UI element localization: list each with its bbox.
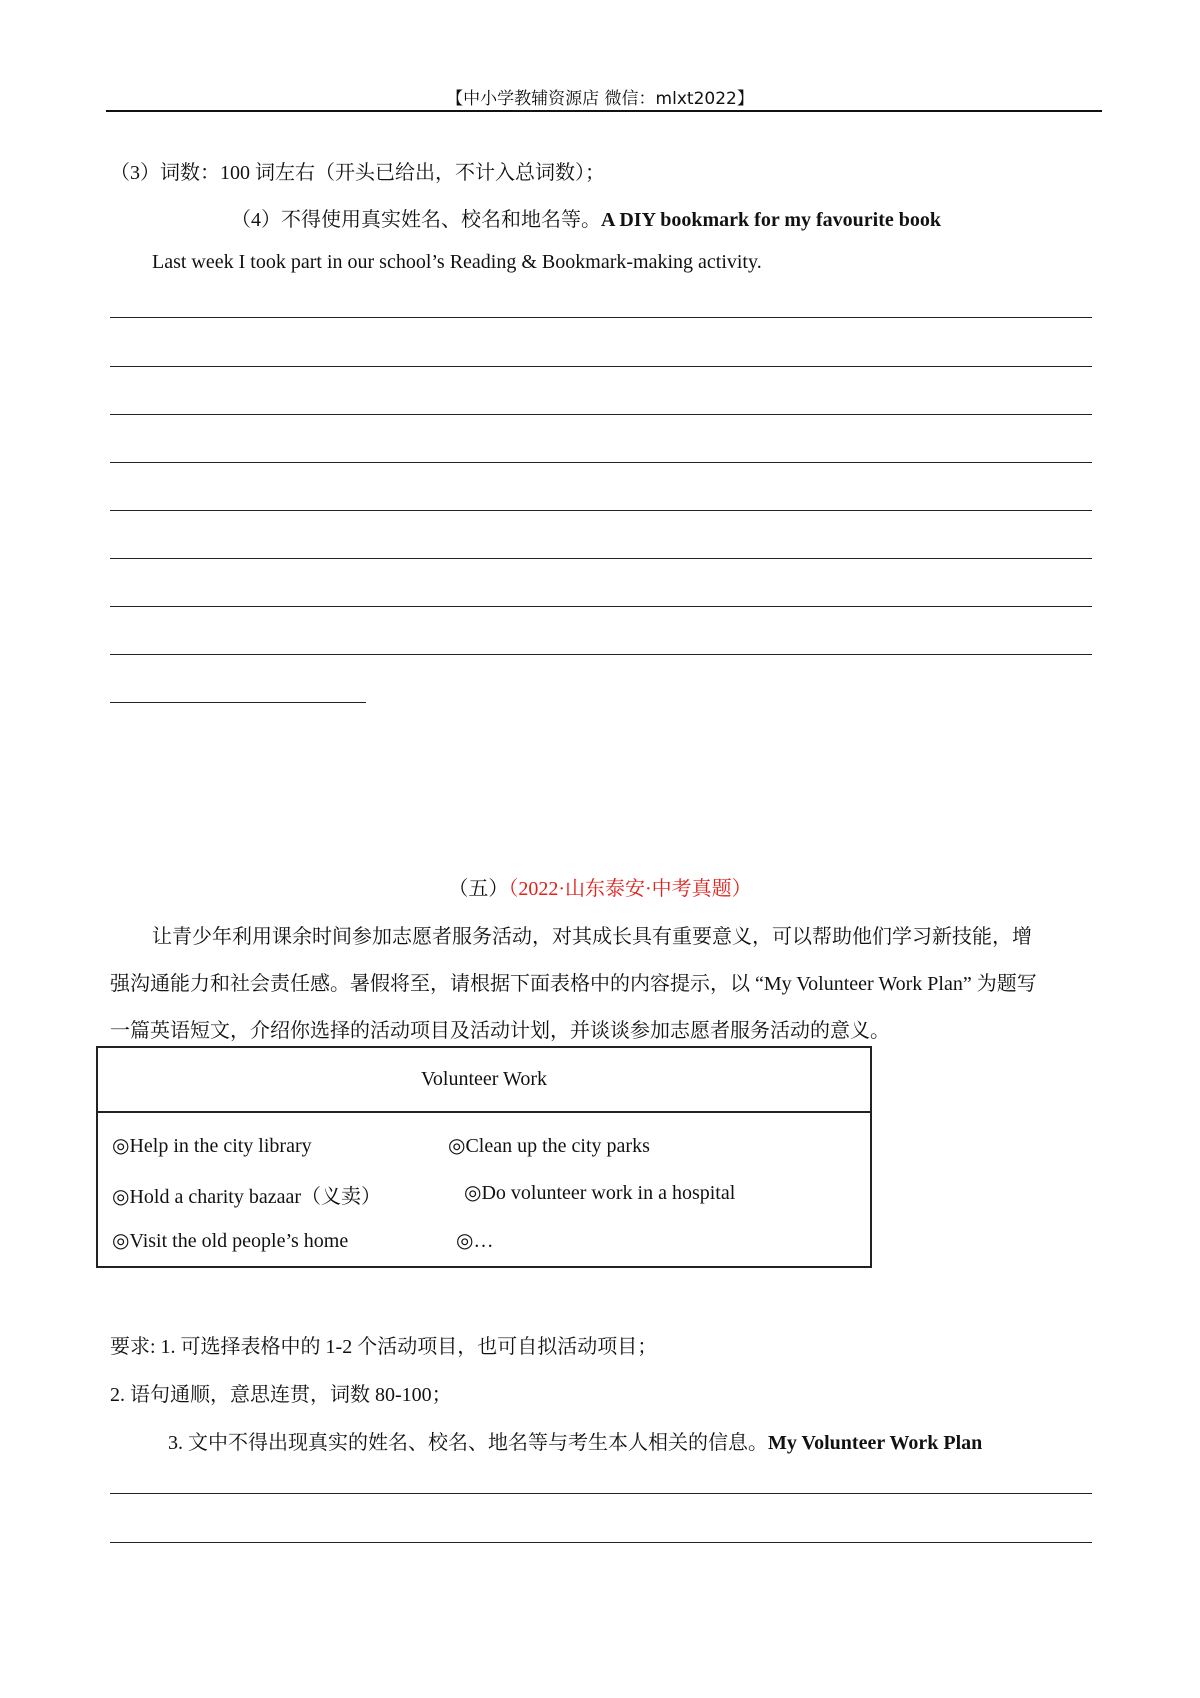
essay-title-volunteer: My Volunteer Work Plan <box>768 1432 983 1454</box>
table-item: ◎Clean up the city parks <box>448 1135 650 1157</box>
volunteer-work-table <box>96 1046 872 1268</box>
question-source: （2022·山东泰安·中考真题） <box>508 878 752 900</box>
writing-line[interactable] <box>110 654 1092 655</box>
prompt-line-2: 强沟通能力和社会责任感。暑假将至，请根据下面表格中的内容提示，以 “My Volunteer Work Plan” 为题写 <box>110 973 1037 995</box>
requirement-1: 要求: 1. 可选择表格中的 1-2 个活动项目，也可自拟活动项目； <box>110 1336 658 1358</box>
section-number: （五） <box>448 878 509 900</box>
requirement-4: （4）不得使用真实姓名、校名和地名等。 <box>231 209 601 231</box>
section-5-heading <box>0 872 1200 901</box>
table-item: ◎Do volunteer work in a hospital <box>464 1182 736 1204</box>
table-item: ◎Help in the city library <box>112 1135 312 1157</box>
writing-line[interactable] <box>110 558 1092 559</box>
table-title: Volunteer Work <box>421 1068 547 1090</box>
writing-line-short[interactable] <box>110 702 366 703</box>
page-header: 【中小学教辅资源店 微信：mlxt2022】 <box>446 89 754 109</box>
requirement-3-text: 3. 文中不得出现真实的姓名、校名、地名等与考生本人相关的信息。 <box>168 1432 768 1454</box>
writing-line[interactable] <box>110 462 1092 463</box>
table-divider <box>98 1111 870 1113</box>
prompt-line-1: 让青少年利用课余时间参加志愿者服务活动，对其成长具有重要意义，可以帮助他们学习新技能，增 <box>152 926 1032 948</box>
requirement-3: （3）词数：100 词左右（开头已给出，不计入总词数）； <box>110 162 605 184</box>
writing-line[interactable] <box>110 1542 1092 1543</box>
writing-line[interactable] <box>110 606 1092 607</box>
table-item: ◎Hold a charity bazaar（义卖） <box>112 1186 382 1208</box>
writing-line[interactable] <box>110 317 1092 318</box>
requirement-4-line <box>231 203 941 232</box>
requirement-2: 2. 语句通顺，意思连贯，词数 80-100； <box>110 1384 452 1406</box>
header-rule <box>106 110 1102 112</box>
table-item: ◎… <box>456 1230 494 1252</box>
writing-line[interactable] <box>110 510 1092 511</box>
writing-line[interactable] <box>110 366 1092 367</box>
table-item: ◎Visit the old people’s home <box>112 1230 349 1252</box>
essay-title-bookmark: A DIY bookmark for my favourite book <box>601 209 942 231</box>
prompt-line-3: 一篇英语短文，介绍你选择的活动项目及活动计划，并谈谈参加志愿者服务活动的意义。 <box>110 1020 890 1042</box>
essay-opening-sentence: Last week I took part in our school’s Reading & Bookmark-making activity. <box>152 251 762 273</box>
writing-line[interactable] <box>110 414 1092 415</box>
writing-line[interactable] <box>110 1493 1092 1494</box>
requirement-3-line <box>168 1426 982 1455</box>
